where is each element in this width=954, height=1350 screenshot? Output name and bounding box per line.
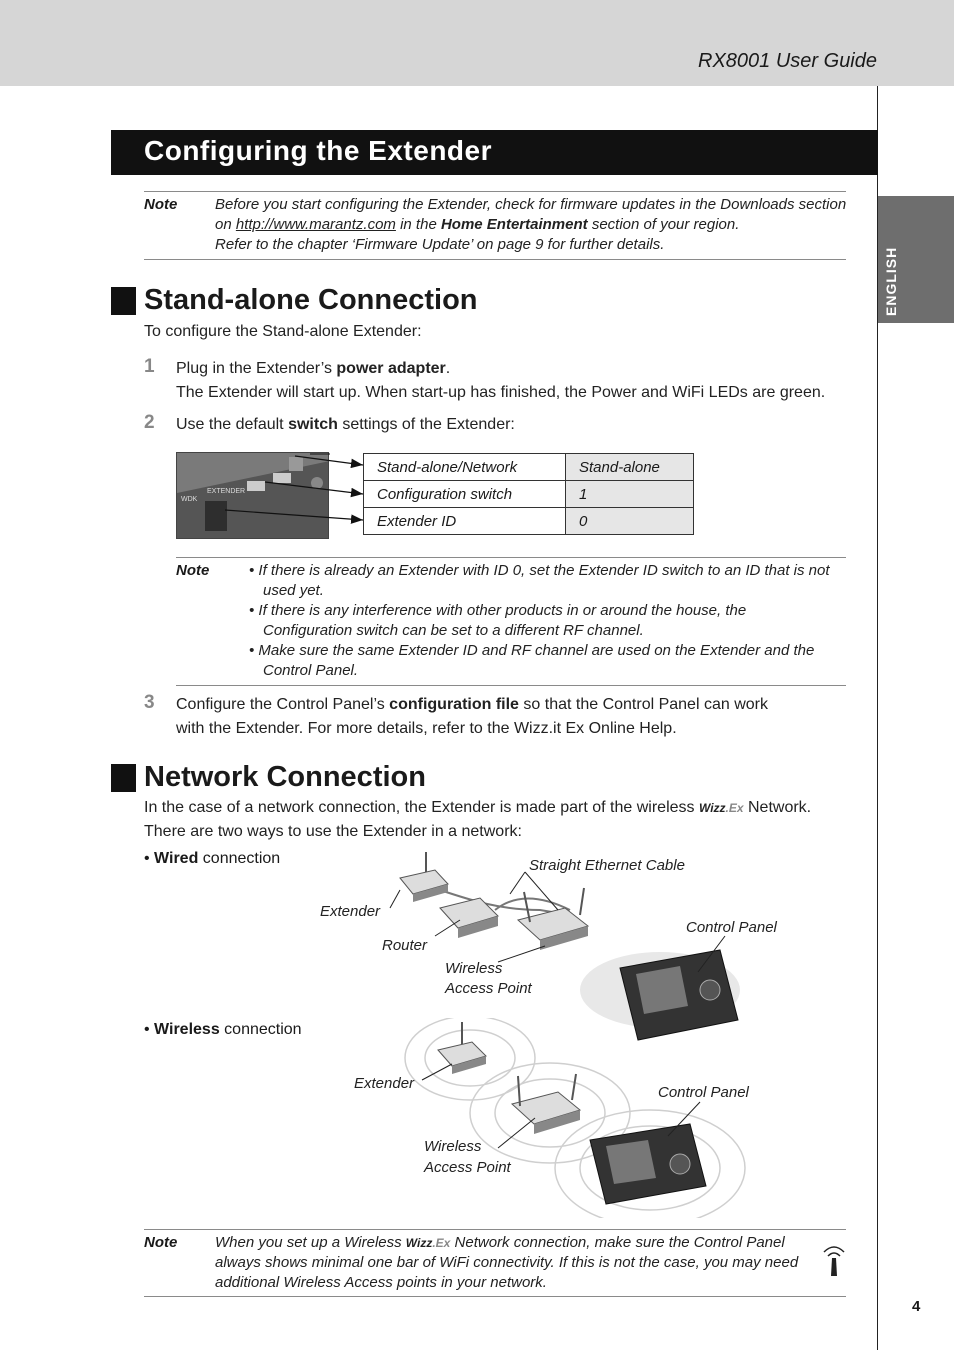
label-wap-2: Access Point (424, 1159, 511, 1176)
wireless-diagram (400, 1018, 780, 1218)
step-number: 2 (144, 412, 155, 433)
setting-cell: Configuration switch (364, 481, 566, 508)
table-row (364, 454, 694, 481)
divider (176, 557, 846, 558)
header-band (0, 0, 954, 86)
wired-bullet: • Wired connection (144, 850, 281, 867)
marantz-link[interactable]: http://www.marantz.com (235, 216, 396, 233)
step-number: 3 (144, 692, 155, 713)
section-marker (111, 764, 136, 792)
network-intro: In the case of a network connection, the Extender is made part of the wireless Wizz.Ex Network. (144, 796, 811, 820)
label-wap: Wireless (424, 1138, 482, 1155)
note-line: Refer to the chapter ‘Firmware Update’ on page 9 for further details. (215, 236, 665, 253)
label-control-panel: Control Panel (686, 919, 777, 936)
wireless-bullet: • Wireless connection (144, 1021, 302, 1038)
label-extender: Extender (354, 1075, 415, 1092)
note-line: used yet. (263, 582, 324, 599)
step-1-text: Plug in the Extender’s power adapter. (176, 360, 451, 377)
wizz-ex-logo: Wizz.Ex (698, 801, 744, 815)
extender-device (400, 852, 448, 902)
step-3-text: Configure the Control Panel’s configuration file so that the Control Panel can work (176, 696, 768, 713)
note-line: Control Panel. (263, 662, 359, 679)
note-bullet: • Make sure the same Extender ID and RF channel are used on the Extender and the (249, 642, 815, 659)
control-panel-device (590, 1124, 706, 1204)
note-extender-id (249, 561, 849, 681)
note-label: Note (144, 1234, 178, 1251)
value-cell: 0 (566, 508, 694, 535)
section-title-standalone: Stand-alone Connection (144, 284, 478, 316)
access-point-device (518, 888, 588, 950)
standalone-intro: To configure the Stand-alone Extender: (144, 323, 422, 340)
note-line: always shows minimal one bar of WiFi connectivity. If this is not the case, you may need (215, 1254, 799, 1271)
page-number: 4 (912, 1298, 921, 1315)
label-extender: Extender (320, 903, 381, 920)
divider (144, 191, 846, 192)
step-2-text: Use the default switch settings of the Extender: (176, 416, 515, 433)
wifi-signal-icon (820, 1240, 848, 1280)
pointer-arrows (225, 452, 365, 539)
switch-settings-table (363, 453, 694, 535)
svg-text:WDK: WDK (181, 496, 198, 503)
section-title-network: Network Connection (144, 761, 426, 793)
svg-text:EXTENDER: EXTENDER (207, 488, 246, 495)
section-marker (111, 287, 136, 315)
label-router: Router (382, 937, 428, 954)
table-row (364, 481, 694, 508)
language-tab-label: ENGLISH (883, 246, 899, 316)
guide-title: RX8001 User Guide (698, 50, 877, 72)
note-bullet: • If there is already an Extender with ID 0, set the Extender ID switch to an ID that is not (249, 562, 830, 579)
note-line: Configuration switch can be set to a different RF channel. (263, 622, 644, 639)
wizz-ex-logo: Wizz.Ex (405, 1236, 451, 1250)
page-title: Configuring the Extender (144, 135, 492, 166)
divider (144, 1229, 846, 1230)
note-line: on http://www.marantz.com in the Home Entertainment section of your region. (215, 216, 740, 233)
label-wap-2: Access Point (445, 980, 532, 997)
table-row (364, 508, 694, 535)
note-line: When you set up a Wireless Wizz.Ex Network connection, make sure the Control Panel (215, 1234, 785, 1251)
label-ethernet-cable: Straight Ethernet Cable (529, 857, 685, 874)
note-label: Note (144, 196, 178, 213)
note-bullet: • If there is any interference with other products in or around the house, the (249, 602, 747, 619)
note-firmware (215, 195, 855, 255)
value-cell: 1 (566, 481, 694, 508)
note-line: additional Wireless Access points in your network. (215, 1274, 547, 1291)
divider (144, 1296, 846, 1297)
network-intro-2: There are two ways to use the Extender in a network: (144, 823, 522, 840)
step-number: 1 (144, 356, 155, 377)
setting-cell: Extender ID (364, 508, 566, 535)
note-line: Before you start configuring the Extender, check for firmware updates in the Downloads section (215, 196, 847, 213)
value-cell: Stand-alone (566, 454, 694, 481)
step-3-line2: with the Extender. For more details, refer to the Wizz.it Ex Online Help. (176, 720, 677, 737)
label-wap: Wireless (445, 960, 503, 977)
step-1-detail: The Extender will start up. When start-up has finished, the Power and WiFi LEDs are green. (176, 384, 826, 401)
note-label: Note (176, 562, 210, 579)
label-control-panel: Control Panel (658, 1084, 749, 1101)
divider (144, 259, 846, 260)
divider (176, 685, 846, 686)
setting-cell: Stand-alone/Network (364, 454, 566, 481)
note-wifi (215, 1233, 815, 1293)
